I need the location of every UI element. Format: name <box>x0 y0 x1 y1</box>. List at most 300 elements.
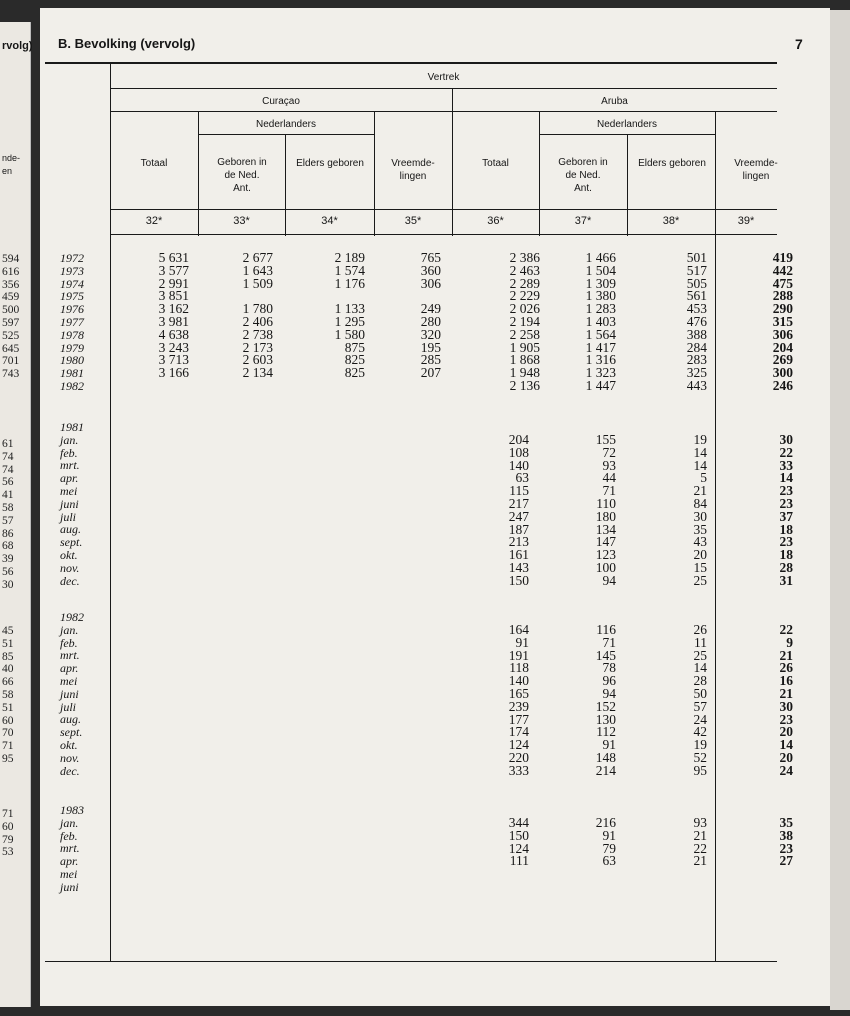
table-cell: 93 <box>693 815 707 830</box>
table-cell: 220 <box>508 749 529 765</box>
table-cell: 325 <box>686 365 707 381</box>
table-cell: 500 <box>2 304 20 317</box>
table-cell: dec. <box>60 763 80 778</box>
colnum-34: 34* <box>321 215 338 227</box>
table-cell: 2 463 <box>509 262 540 278</box>
table-cell: mrt. <box>60 458 80 473</box>
table-cell: 51 <box>2 637 14 650</box>
table-cell: 2 258 <box>509 326 540 342</box>
table-cell: 22 <box>779 622 793 637</box>
col-1983-vreemd <box>780 817 794 868</box>
table-cell <box>243 380 273 393</box>
table-cell: 43 <box>693 534 707 550</box>
table-cell: 79 <box>602 840 616 856</box>
table-cell: 288 <box>772 288 793 304</box>
table-cell: 66 <box>2 676 14 689</box>
table-cell: 419 <box>772 250 793 265</box>
table-cell: 152 <box>595 698 616 714</box>
table-cell: 130 <box>595 711 616 727</box>
table-cell: feb. <box>60 445 78 460</box>
table-cell: 78 <box>602 660 616 676</box>
table-cell: 2 136 <box>509 377 540 393</box>
table-cell: 26 <box>693 622 707 637</box>
table-cell: 249 <box>420 301 441 317</box>
col-curacao-geboren <box>243 252 273 393</box>
table-cell: 45 <box>2 625 14 637</box>
table-cell: okt. <box>60 547 78 562</box>
table-cell: 284 <box>686 339 707 355</box>
table-cell: 2 134 <box>242 365 273 381</box>
table-cell: 14 <box>779 470 793 486</box>
table-cell: 505 <box>686 275 707 291</box>
table-cell: 79 <box>2 833 14 846</box>
table-cell: 1 309 <box>585 275 616 291</box>
table-cell: juli <box>60 509 77 524</box>
table-cell: 1 380 <box>585 288 616 304</box>
table-cell: 16 <box>779 673 793 689</box>
table-cell: 1977 <box>60 314 84 329</box>
table-cell: 174 <box>508 724 529 740</box>
table-cell <box>421 380 441 393</box>
table-cell: 27 <box>779 853 793 869</box>
table-cell: 195 <box>420 339 441 355</box>
header-geboren-aruba: Geboren in de Ned. Ant. <box>558 157 608 194</box>
table-cell: 93 <box>602 457 616 473</box>
table-cell: 1 580 <box>334 326 365 342</box>
col-1981-totaal <box>509 434 529 588</box>
table-cell: 51 <box>2 701 14 714</box>
month-labels-1982 <box>60 611 84 777</box>
table-cell: 476 <box>686 313 707 329</box>
table-cell: 63 <box>602 853 616 869</box>
table-cell: 3 713 <box>158 352 189 368</box>
col-1982-elders <box>694 624 708 778</box>
table-cell: 28 <box>779 559 793 575</box>
table-cell: jan. <box>60 432 79 447</box>
header-curacao: Curaçao <box>262 96 300 107</box>
table-cell: 1981 <box>60 366 84 381</box>
table-cell: 94 <box>602 685 616 701</box>
table-cell: 306 <box>772 326 793 342</box>
table-cell: sept. <box>60 535 83 550</box>
table-cell: mrt. <box>60 841 80 856</box>
table-cell: 2 386 <box>509 250 540 265</box>
header-totaal-aruba: Totaal <box>482 158 509 169</box>
table-cell: 56 <box>2 565 14 578</box>
table-cell: 37 <box>779 508 793 524</box>
table-cell: aug. <box>60 712 81 727</box>
header-nederlanders-aruba: Nederlanders <box>596 119 658 130</box>
table-cell: 155 <box>595 432 616 447</box>
table-cell: 95 <box>2 752 14 765</box>
year-heading: 1983 <box>60 803 84 817</box>
table-cell: 95 <box>693 762 707 778</box>
col-1981-geboren <box>596 434 616 588</box>
table-cell: 300 <box>772 365 793 381</box>
table-cell: juli <box>60 699 77 714</box>
table-cell: apr. <box>60 854 79 869</box>
table-cell: 285 <box>420 352 441 368</box>
table-cell: 2 677 <box>242 250 273 265</box>
table-cell: 148 <box>595 749 616 765</box>
rule-islands <box>110 111 777 112</box>
strip-words: nde- en <box>2 153 21 176</box>
table-cell: 23 <box>779 483 793 499</box>
colnum-37: 37* <box>574 215 592 227</box>
table-cell: 2 603 <box>242 352 273 368</box>
year-heading: 1981 <box>60 420 84 434</box>
table-cell: 57 <box>693 698 707 714</box>
table-cell <box>159 380 189 393</box>
table-cell: 30 <box>693 508 707 524</box>
table-cell: 60 <box>2 820 14 833</box>
table-cell: sept. <box>60 725 83 740</box>
table-cell: nov. <box>60 750 80 765</box>
table-cell: 63 <box>515 470 529 486</box>
table-cell: 147 <box>595 534 616 550</box>
table-cell: 594 <box>2 253 20 265</box>
table-cell: 1972 <box>60 251 84 265</box>
table-cell: mei <box>60 866 78 881</box>
table-cell: 25 <box>693 647 707 663</box>
page-number: 7 <box>795 36 803 52</box>
col-curacao-vreemd <box>421 252 441 393</box>
table-cell: 246 <box>772 377 793 393</box>
table-cell: 247 <box>508 508 529 524</box>
table-cell: 18 <box>779 521 793 537</box>
col-1983-totaal <box>509 817 529 868</box>
table-cell: 517 <box>686 262 707 278</box>
table-cell: 1 564 <box>585 326 616 342</box>
col-1983-elders <box>694 817 708 868</box>
table-cell: 9 <box>786 634 793 650</box>
table-cell: 19 <box>693 737 707 753</box>
table-cell: 180 <box>595 508 616 524</box>
table-cell: 110 <box>596 495 616 511</box>
col-aruba-elders <box>687 252 707 393</box>
table-cell: 28 <box>693 673 707 689</box>
page-edge <box>830 10 850 1010</box>
table-cell: 1973 <box>60 263 84 278</box>
table-cell: 161 <box>508 547 529 563</box>
table-cell: 1 323 <box>585 365 616 381</box>
table-cell: feb. <box>60 828 78 843</box>
rule-ned-curacao <box>198 134 374 135</box>
table-cell: 315 <box>772 313 793 329</box>
section-title: B. Bevolking (vervolg) <box>58 36 196 51</box>
table-cell: 2 229 <box>509 288 540 304</box>
header-vreemd-curacao: Vreemde- lingen <box>391 158 435 182</box>
stub-divider <box>110 62 111 962</box>
table-cell: 23 <box>779 534 793 550</box>
colnum-36: 36* <box>487 215 504 227</box>
table-cell: 91 <box>515 634 529 650</box>
table-cell: 71 <box>2 808 14 820</box>
year-labels <box>60 252 84 393</box>
table-cell: 217 <box>508 495 529 511</box>
table-cell: 38 <box>779 827 793 843</box>
table-cell: 280 <box>420 313 441 329</box>
month-labels-1983 <box>60 804 84 894</box>
table-cell: 31 <box>779 572 793 588</box>
table-cell: 74 <box>2 463 14 476</box>
table-cell: 33 <box>779 457 793 473</box>
table-cell: 207 <box>420 365 441 381</box>
table-cell: 1976 <box>60 302 84 317</box>
table-cell: 91 <box>602 827 616 843</box>
header-geboren-curacao: Geboren in de Ned. Ant. <box>217 157 267 194</box>
table-cell: 24 <box>779 762 793 778</box>
colnum-32: 32* <box>145 215 163 227</box>
table-cell: 1 574 <box>334 262 365 278</box>
table-cell: 124 <box>508 737 529 753</box>
header-elders-curacao: Elders geboren <box>296 158 364 169</box>
table-cell: 23 <box>779 711 793 727</box>
rule-colnums <box>110 209 777 210</box>
table-cell: 320 <box>420 326 441 342</box>
table-cell: 1 295 <box>334 313 365 329</box>
table-cell: 1 466 <box>585 250 616 265</box>
table-cell: 35 <box>779 815 793 830</box>
table-cell: 57 <box>2 514 14 527</box>
table-cell: mrt. <box>60 648 80 663</box>
table-cell: 124 <box>508 840 529 856</box>
col-1981-elders <box>694 434 708 588</box>
table-cell: 1 509 <box>242 275 273 291</box>
table-cell: 561 <box>686 288 707 304</box>
header-nederlanders-curacao: Nederlanders <box>255 119 317 130</box>
table-cell: 26 <box>779 660 793 676</box>
table-cell: 20 <box>779 749 793 765</box>
rule-header-bottom <box>110 234 777 235</box>
table-cell: 344 <box>508 815 529 830</box>
strip-1983 <box>2 808 14 859</box>
table-cell: 165 <box>508 685 529 701</box>
table-cell: 61 <box>2 438 14 450</box>
table-cell: 39 <box>2 553 14 566</box>
header-vreemd-aruba: Vreemde- lingen <box>734 158 778 182</box>
bottom-rule <box>45 961 777 962</box>
table-cell: mei <box>60 483 78 498</box>
table-cell: 112 <box>596 724 616 740</box>
table-cell: 2 406 <box>242 313 273 329</box>
colnum-39: 39* <box>737 215 755 227</box>
table-cell: 111 <box>509 853 529 869</box>
table-cell: 15 <box>693 559 707 575</box>
table-cell: 2 173 <box>242 339 273 355</box>
table-cell: 24 <box>693 711 707 727</box>
top-rule <box>45 62 777 64</box>
table-cell: 283 <box>686 352 707 368</box>
table-cell: juni <box>60 686 79 701</box>
table-cell: 616 <box>2 265 20 278</box>
table-cell: 388 <box>686 326 707 342</box>
table-cell: 150 <box>508 572 529 588</box>
table-cell: 108 <box>508 444 529 460</box>
table-cell: aug. <box>60 522 81 537</box>
table-cell: 459 <box>2 291 20 304</box>
rule-vertrek <box>110 88 777 89</box>
col-1983-geboren <box>596 817 616 868</box>
table-cell: 22 <box>779 444 793 460</box>
table-cell: 84 <box>693 495 707 511</box>
table-cell: 191 <box>508 647 529 663</box>
table-cell: 5 631 <box>158 250 189 265</box>
table-cell: 213 <box>508 534 529 550</box>
colnum-35: 35* <box>404 215 422 227</box>
table-cell: juni <box>60 496 79 511</box>
table-cell: 1 447 <box>585 377 616 393</box>
table-cell: 1 283 <box>585 301 616 317</box>
table-cell: 71 <box>602 483 616 499</box>
table-cell: 123 <box>595 547 616 563</box>
table-cell: 86 <box>2 527 14 540</box>
table-cell: 306 <box>420 275 441 291</box>
table-cell: jan. <box>60 815 79 830</box>
table-cell: 1 948 <box>509 365 540 381</box>
table-cell: 187 <box>508 521 529 537</box>
table-cell: 18 <box>779 547 793 563</box>
table-cell: 3 577 <box>158 262 189 278</box>
table-cell: 645 <box>2 342 20 355</box>
table-cell: 825 <box>344 365 365 381</box>
header-vertrek: Vertrek <box>427 72 460 83</box>
table-cell: 60 <box>2 714 14 727</box>
table-cell: 3 981 <box>158 313 189 329</box>
table-cell: 1 643 <box>242 262 273 278</box>
table-cell: 41 <box>2 489 14 502</box>
table-cell: 21 <box>693 853 707 869</box>
strip-1981 <box>2 438 14 592</box>
table-cell: 2 991 <box>158 275 189 291</box>
table-cell: 52 <box>693 749 707 765</box>
table-cell: 21 <box>693 483 707 499</box>
table-cell: 204 <box>508 432 529 447</box>
colnum-38: 38* <box>662 215 680 227</box>
table-cell: 143 <box>508 559 529 575</box>
col-curacao-elders <box>335 252 365 393</box>
table-cell: 58 <box>2 501 14 514</box>
header-aruba: Aruba <box>601 96 628 107</box>
table-cell: 875 <box>344 339 365 355</box>
table-cell: 1 504 <box>585 262 616 278</box>
table-cell: 70 <box>2 727 14 740</box>
table-cell: 71 <box>602 634 616 650</box>
table-cell: okt. <box>60 737 78 752</box>
col-aruba-geboren <box>586 252 616 393</box>
table-cell: 1982 <box>60 378 84 393</box>
strip-1982 <box>2 625 14 766</box>
table-cell: juni <box>60 879 79 894</box>
table-cell: 360 <box>420 262 441 278</box>
table-cell: 1975 <box>60 289 84 304</box>
col-1981-vreemd <box>780 434 794 588</box>
table-cell: 140 <box>508 673 529 689</box>
table-cell: 3 162 <box>158 301 189 317</box>
table-cell: 53 <box>2 846 14 859</box>
table-cell: 1 905 <box>509 339 540 355</box>
table-cell: 20 <box>779 724 793 740</box>
table-cell: nov. <box>60 560 80 575</box>
table-cell: jan. <box>60 622 79 637</box>
table-cell: 145 <box>595 647 616 663</box>
table-cell: 22 <box>693 840 707 856</box>
table-cell: 1 133 <box>334 301 365 317</box>
table-cell: apr. <box>60 471 79 486</box>
table-cell: 1 868 <box>509 352 540 368</box>
table-cell: 14 <box>779 737 793 753</box>
table-cell: 14 <box>693 444 707 460</box>
table-cell: 475 <box>772 275 793 291</box>
table-cell: 115 <box>509 483 529 499</box>
table-cell: 4 638 <box>158 326 189 342</box>
table-cell: 442 <box>772 262 793 278</box>
table-cell: 743 <box>2 368 20 381</box>
table-cell: 21 <box>693 827 707 843</box>
table-cell <box>335 380 365 393</box>
table-cell: 2 026 <box>509 301 540 317</box>
table-cell: 42 <box>693 724 707 740</box>
table-cell: 1980 <box>60 353 84 368</box>
table-cell: 30 <box>779 698 793 714</box>
table-cell: 204 <box>772 339 793 355</box>
strip-annual <box>2 253 19 381</box>
table-cell: 14 <box>693 457 707 473</box>
col-1982-totaal <box>509 624 529 778</box>
table-cell: 1 176 <box>334 275 365 291</box>
table-cell: 701 <box>2 355 20 368</box>
table-cell: 30 <box>779 432 793 447</box>
table-cell: 58 <box>2 688 14 701</box>
table-cell: feb. <box>60 635 78 650</box>
table-cell: 100 <box>595 559 616 575</box>
table-cell: 23 <box>779 495 793 511</box>
col-aruba-totaal <box>510 252 540 393</box>
table-cell: 68 <box>2 540 14 553</box>
table-cell: 2 189 <box>334 250 365 265</box>
table-cell: 14 <box>693 660 707 676</box>
table-cell: 40 <box>2 663 14 676</box>
table-cell: 3 851 <box>158 288 189 304</box>
table-cell: 25 <box>693 572 707 588</box>
table-cell: 50 <box>693 685 707 701</box>
table-cell: 118 <box>509 660 529 676</box>
table-cell: 3 166 <box>158 365 189 381</box>
table-cell: 85 <box>2 650 14 663</box>
table-cell: 96 <box>602 673 616 689</box>
table-cell: 1 403 <box>585 313 616 329</box>
table-cell: 2 194 <box>509 313 540 329</box>
table-cell: apr. <box>60 661 79 676</box>
table-cell: 214 <box>595 762 616 778</box>
table-cell: 453 <box>686 301 707 317</box>
table-cell: 177 <box>508 711 529 727</box>
table-cell: 765 <box>420 250 441 265</box>
table-cell: 72 <box>602 444 616 460</box>
table-cell: 21 <box>779 647 793 663</box>
year-heading: 1982 <box>60 610 84 624</box>
table-cell: 44 <box>602 470 616 486</box>
month-labels-1981 <box>60 421 84 587</box>
table-cell: 19 <box>693 432 707 447</box>
table-cell: 356 <box>2 278 20 291</box>
header-elders-aruba: Elders geboren <box>638 158 706 169</box>
table-cell: 443 <box>686 377 707 393</box>
table-cell: 290 <box>772 301 793 317</box>
table-cell: 116 <box>596 622 616 637</box>
table-cell: 2 289 <box>509 275 540 291</box>
table-cell: 20 <box>693 547 707 563</box>
